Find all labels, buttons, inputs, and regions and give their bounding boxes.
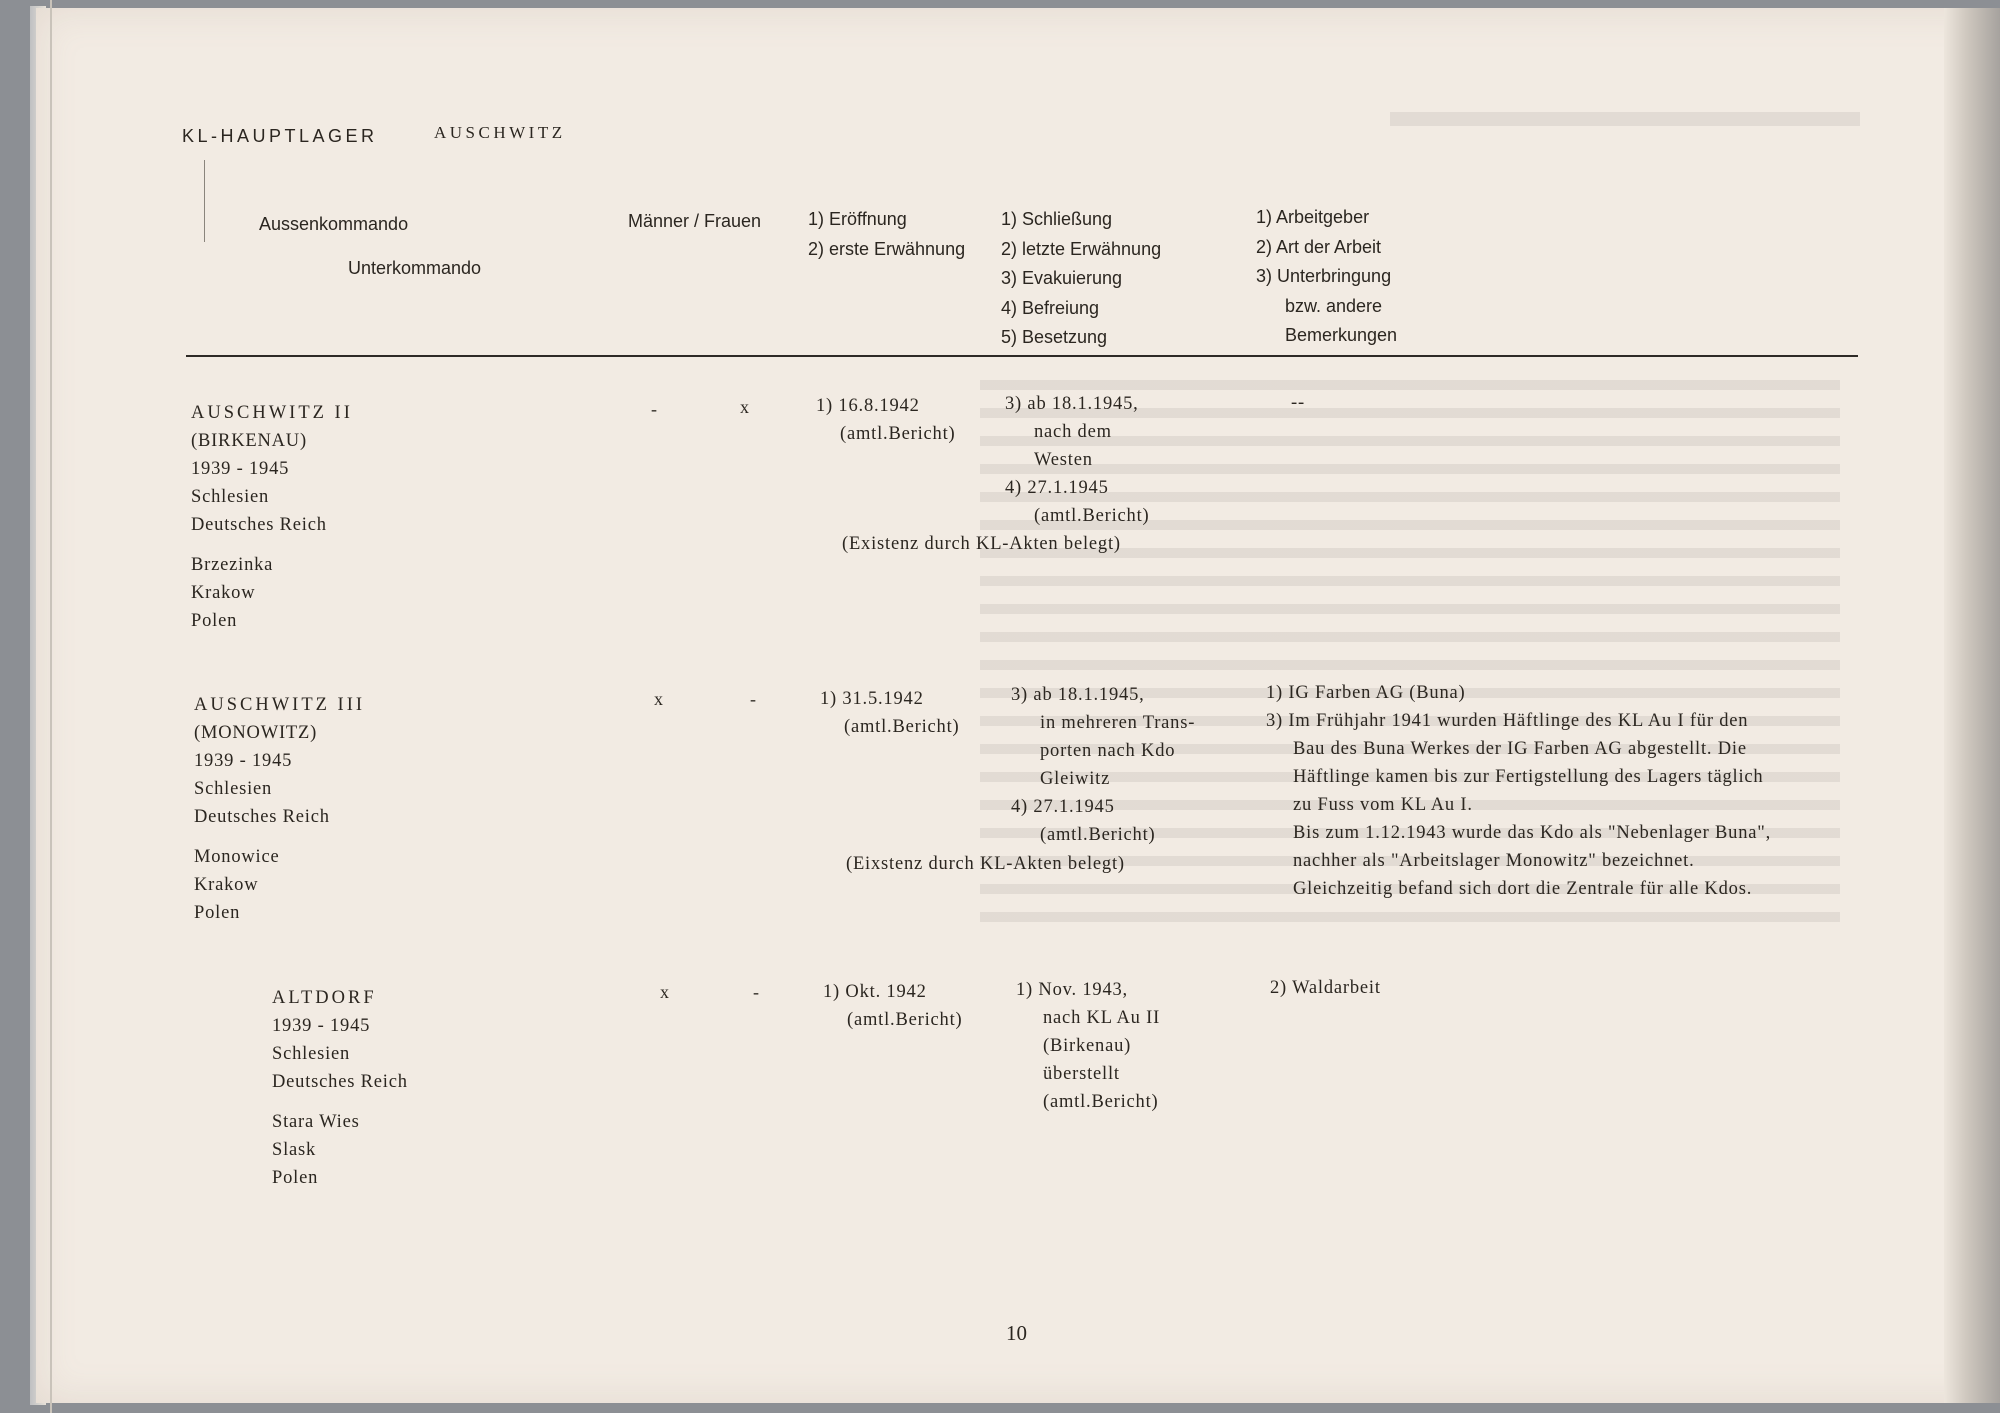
closing-line: nach KL Au II: [1043, 1008, 1161, 1028]
existence-note: (Existenz durch KL-Akten belegt): [842, 534, 1121, 554]
closing-info: [1011, 681, 1195, 849]
page-edge-right: [1944, 8, 2000, 1403]
remarks-info: --: [1291, 393, 1305, 413]
column-header-line: 1) Arbeitgeber: [1256, 207, 1370, 227]
camp-name: ALTDORF: [272, 988, 377, 1008]
camp-detail: (BIRKENAU): [191, 431, 307, 451]
camp-location: Krakow: [194, 875, 259, 895]
opening-line: 1) 16.8.1942: [816, 396, 920, 416]
opening-info: [823, 978, 962, 1034]
remarks-info: 2) Waldarbeit: [1270, 978, 1381, 998]
binding-line: [50, 0, 52, 1413]
opening-line: (amtl.Bericht): [840, 424, 956, 444]
column-header-bemerkungen: [1256, 203, 1397, 351]
column-header-aussenkommando: Aussenkommando: [259, 214, 409, 234]
camp-name: AUSCHWITZ III: [194, 695, 366, 715]
closing-line: 1) Nov. 1943,: [1016, 980, 1128, 1000]
camp-detail: (MONOWITZ): [194, 723, 318, 743]
column-header-unterkommando: Unterkommando: [348, 258, 482, 278]
men-mark: x: [654, 689, 663, 709]
remarks-line: Häftlinge kamen bis zur Fertigstellung des Lagers täglich: [1293, 767, 1764, 787]
entry-auschwitz-ii-name-block: [191, 399, 353, 635]
camp-detail: Deutsches Reich: [194, 807, 330, 827]
closing-line: 4) 27.1.1945: [1005, 478, 1109, 498]
opening-line: (amtl.Bericht): [847, 1010, 963, 1030]
column-header-line: bzw. andere: [1285, 295, 1383, 316]
opening-info: [820, 685, 959, 741]
camp-detail: Schlesien: [194, 779, 273, 799]
section-subtitle: AUSCHWITZ: [434, 123, 566, 142]
remarks-line: 1) IG Farben AG (Buna): [1266, 683, 1466, 703]
closing-line: (amtl.Bericht): [1043, 1092, 1159, 1112]
column-header-maenner-frauen: Männer / Frauen: [628, 211, 762, 231]
camp-detail: Schlesien: [272, 1044, 351, 1064]
camp-location: Polen: [194, 903, 241, 923]
camp-location: Stara Wies: [272, 1112, 360, 1132]
column-header-line: Bemerkungen: [1285, 325, 1398, 345]
closing-line: Gleiwitz: [1040, 769, 1111, 789]
entry-altdorf-name-block: [272, 984, 408, 1192]
bleed-through-header: [1390, 112, 1860, 126]
camp-name: AUSCHWITZ II: [191, 403, 353, 423]
column-header-line: 3) Evakuierung: [1001, 268, 1123, 288]
column-header-line: 4) Befreiung: [1001, 297, 1100, 318]
closing-line: (amtl.Bericht): [1040, 825, 1156, 845]
column-header-line: 3) Unterbringung: [1256, 266, 1392, 286]
camp-location: Krakow: [191, 583, 256, 603]
closing-line: 3) ab 18.1.1945,: [1005, 394, 1139, 414]
closing-line: in mehreren Trans-: [1040, 713, 1196, 733]
closing-info: [1016, 976, 1160, 1116]
camp-location: Polen: [272, 1168, 319, 1188]
camp-detail: 1939 - 1945: [191, 459, 290, 479]
column-header-line: 2) letzte Erwähnung: [1001, 238, 1162, 259]
closing-info: [1005, 390, 1149, 530]
column-header-line: 5) Besetzung: [1001, 327, 1108, 347]
entry-auschwitz-iii-name-block: [194, 691, 365, 927]
camp-detail: 1939 - 1945: [194, 751, 293, 771]
camp-detail: Deutsches Reich: [272, 1072, 408, 1092]
existence-note: (Eixstenz durch KL-Akten belegt): [846, 854, 1125, 874]
closing-line: (amtl.Bericht): [1034, 506, 1150, 526]
column-header-line: 2) Art der Arbeit: [1256, 236, 1382, 257]
opening-line: 1) Okt. 1942: [823, 982, 927, 1002]
column-header-line: 1) Eröffnung: [808, 209, 907, 229]
page-number: 10: [1006, 1321, 1027, 1345]
camp-detail: Schlesien: [191, 487, 270, 507]
opening-line: 1) 31.5.1942: [820, 689, 924, 709]
column-header-line: 1) Schließung: [1001, 209, 1113, 229]
closing-line: 4) 27.1.1945: [1011, 797, 1115, 817]
men-mark: x: [660, 982, 669, 1002]
remarks-info: [1266, 679, 1771, 903]
closing-line: (Birkenau): [1043, 1036, 1132, 1056]
column-header-line: 2) erste Erwähnung: [808, 238, 966, 259]
opening-info: [816, 392, 955, 448]
remarks-line: Gleichzeitig befand sich dort die Zentrale für alle Kdos.: [1293, 879, 1753, 899]
women-mark: x: [740, 397, 749, 417]
remarks-line: 3) Im Frühjahr 1941 wurden Häftlinge des KL Au I für den: [1266, 711, 1749, 731]
closing-line: Westen: [1034, 450, 1093, 470]
camp-location: Monowice: [194, 847, 280, 867]
camp-detail: Deutsches Reich: [191, 515, 327, 535]
section-title: KL-HAUPTLAGER: [182, 126, 378, 146]
closing-line: überstellt: [1043, 1064, 1120, 1084]
closing-line: 3) ab 18.1.1945,: [1011, 685, 1145, 705]
remarks-line: nachher als "Arbeitslager Monowitz" bezeichnet.: [1293, 851, 1695, 871]
remarks-line: Bau des Buna Werkes der IG Farben AG abgestellt. Die: [1293, 739, 1747, 759]
camp-location: Polen: [191, 611, 238, 631]
women-mark: -: [753, 982, 759, 1002]
camp-location: Brzezinka: [191, 555, 274, 575]
closing-line: porten nach Kdo: [1040, 741, 1176, 761]
margin-mark: [204, 160, 205, 242]
men-mark: -: [651, 399, 657, 419]
closing-line: nach dem: [1034, 422, 1112, 442]
opening-line: (amtl.Bericht): [844, 717, 960, 737]
remarks-line: zu Fuss vom KL Au I.: [1293, 795, 1473, 815]
women-mark: -: [750, 689, 756, 709]
column-header-schliessung: [1001, 205, 1161, 353]
column-header-eroeffnung: [808, 205, 965, 264]
header-rule: [186, 355, 1858, 357]
camp-detail: 1939 - 1945: [272, 1016, 371, 1036]
remarks-line: Bis zum 1.12.1943 wurde das Kdo als "Nebenlager Buna",: [1293, 823, 1772, 843]
camp-location: Slask: [272, 1140, 317, 1160]
